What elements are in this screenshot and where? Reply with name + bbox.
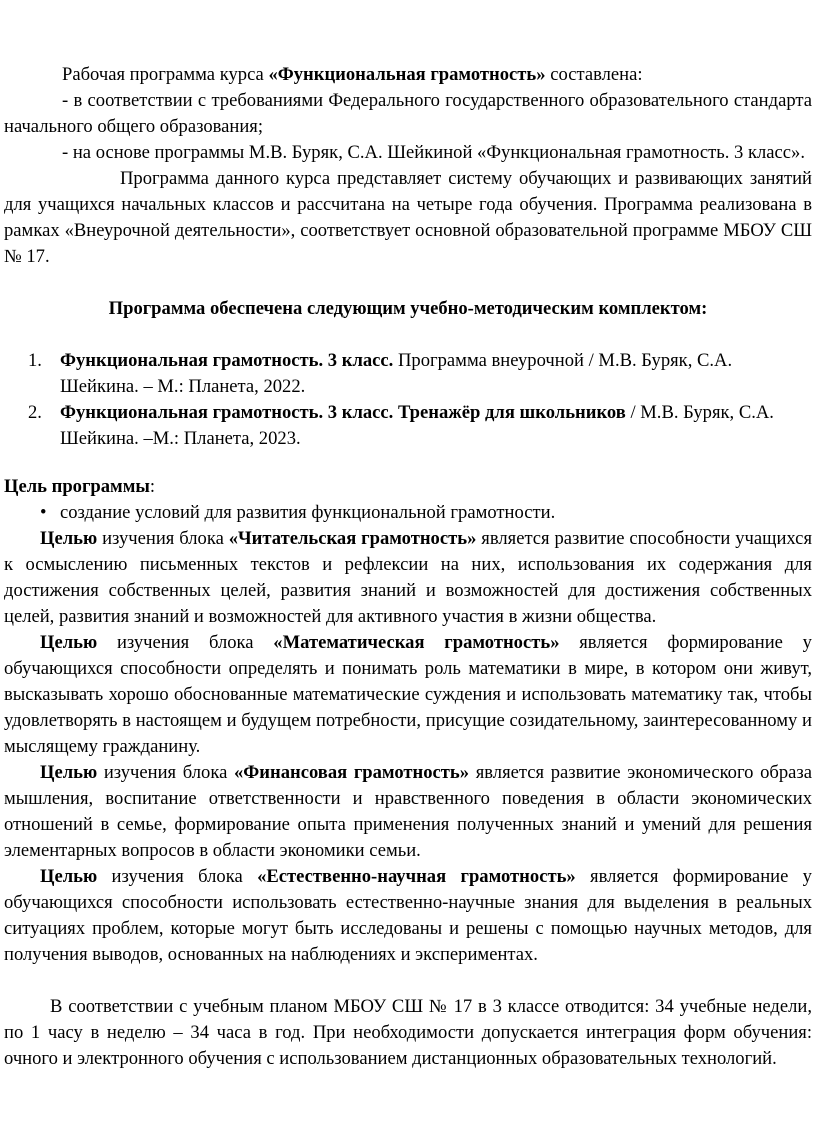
intro-paragraph: Программа данного курса представляет систему обучающих и развивающих занятий для учащихся начальных классов и рассчитана на четыре года обучения. Программа реализована в рамках «Внеурочной деятельности», соответствует основной образовательной программе МБОУ СШ № 17. <box>4 168 812 267</box>
kit-heading <box>0 296 816 322</box>
intro-text: Рабочая программа курса <box>62 64 269 85</box>
list-number: 1. <box>28 350 42 371</box>
kit-heading-text: Программа обеспечена следующим учебно-методическим комплектом: <box>108 298 708 319</box>
block-lead: Целью <box>40 762 98 783</box>
block-lead: Целью <box>40 632 98 653</box>
spacer <box>0 322 816 348</box>
block-text: является развитие экономического образа мышления, воспитание ответственности и нравственного поведения в области экономических отношений в семье, формирование опыта применения полученных знаний и умений для решения элементарных вопросов в области экономики семьи. <box>4 762 812 861</box>
block-text: является формирование у обучающихся способности определять и понимать роль математики в мире, в котором они живут, высказывать хорошо обоснованные математические суждения и использовать математику так, чтобы удовлетворять в настоящем и будущем потребности, присущие созидательному, заинтересованному и мыслящему гражданину. <box>4 632 812 757</box>
goal-bullet <box>0 500 816 526</box>
block-mid: изучения блока <box>97 528 229 549</box>
block-mid: изучения блока <box>97 762 234 783</box>
kit-list-item <box>0 348 816 400</box>
goal-bullet-text: создание условий для развития функциональной грамотности. <box>60 502 556 523</box>
block-lead: Целью <box>40 866 98 887</box>
goal-block-science <box>0 864 816 968</box>
block-name: «Математическая грамотность» <box>273 632 560 653</box>
kit-list <box>0 348 816 452</box>
document-body <box>0 62 816 1072</box>
block-text: является развитие способности учащихся к осмыслению письменных текстов и рефлексии на них, использования их содержания для достижения собственных целей, развития знаний и возможностей для достижения собственных целей, развития знаний и возможностей для активного участия в жизни общества. <box>4 528 812 627</box>
block-lead: Целью <box>40 528 98 549</box>
kit-item-title: Функциональная грамотность. 3 класс. Тренажёр для школьников <box>60 402 626 423</box>
intro-item-1: - в соответствии с требованиями Федерального государственного образовательного стандарта начального общего образования; <box>4 90 812 137</box>
spacer <box>0 968 816 994</box>
intro-item-2: - на основе программы М.В. Буряк, С.А. Шейкиной «Функциональная грамотность. 3 класс». <box>62 142 805 163</box>
kit-item-title: Функциональная грамотность. 3 класс. <box>60 350 394 371</box>
intro-line <box>0 62 816 88</box>
goal-heading-text: Цель программы <box>4 476 150 497</box>
bullet-icon: • <box>40 502 47 523</box>
kit-item-text: Программа внеурочной / М.В. Буряк, С.А. Шейкина. – М.: Планета, 2022. <box>60 350 733 397</box>
goal-heading <box>0 474 816 500</box>
intro-text-end: составлена: <box>545 64 643 85</box>
goal-block-math <box>0 630 816 760</box>
block-name: «Естественно-научная грамотность» <box>257 866 576 887</box>
study-plan-paragraph: В соответствии с учебным планом МБОУ СШ № 17 в 3 классе отводится: 34 учебные недели, по 1 часу в неделю – 34 часа в год. При необходимости допускается интеграция форм обучения: очного и электронного обучения с использованием дистанционных образовательных технологий. <box>4 996 812 1069</box>
block-mid: изучения блока <box>97 866 258 887</box>
kit-list-item <box>0 400 816 452</box>
block-name: «Финансовая грамотность» <box>234 762 470 783</box>
kit-item-text: / М.В. Буряк, С.А. Шейкина. –М.: Планета, 2023. <box>60 402 774 449</box>
block-mid: изучения блока <box>97 632 274 653</box>
list-number: 2. <box>28 402 42 423</box>
course-title: «Функциональная грамотность» <box>268 64 546 85</box>
block-text: является формирование у обучающихся способности использовать естественно-научные знания для выделения в реальных ситуациях проблем, которые могут быть исследованы и решены с помощью научных методов, для получения выводов, основанных на наблюдениях и экспериментах. <box>4 866 812 965</box>
spacer <box>0 452 816 474</box>
block-name: «Читательская грамотность» <box>228 528 477 549</box>
spacer <box>0 270 816 296</box>
goal-block-reading <box>0 526 816 630</box>
goal-heading-colon: : <box>149 476 156 497</box>
goal-block-finance <box>0 760 816 864</box>
